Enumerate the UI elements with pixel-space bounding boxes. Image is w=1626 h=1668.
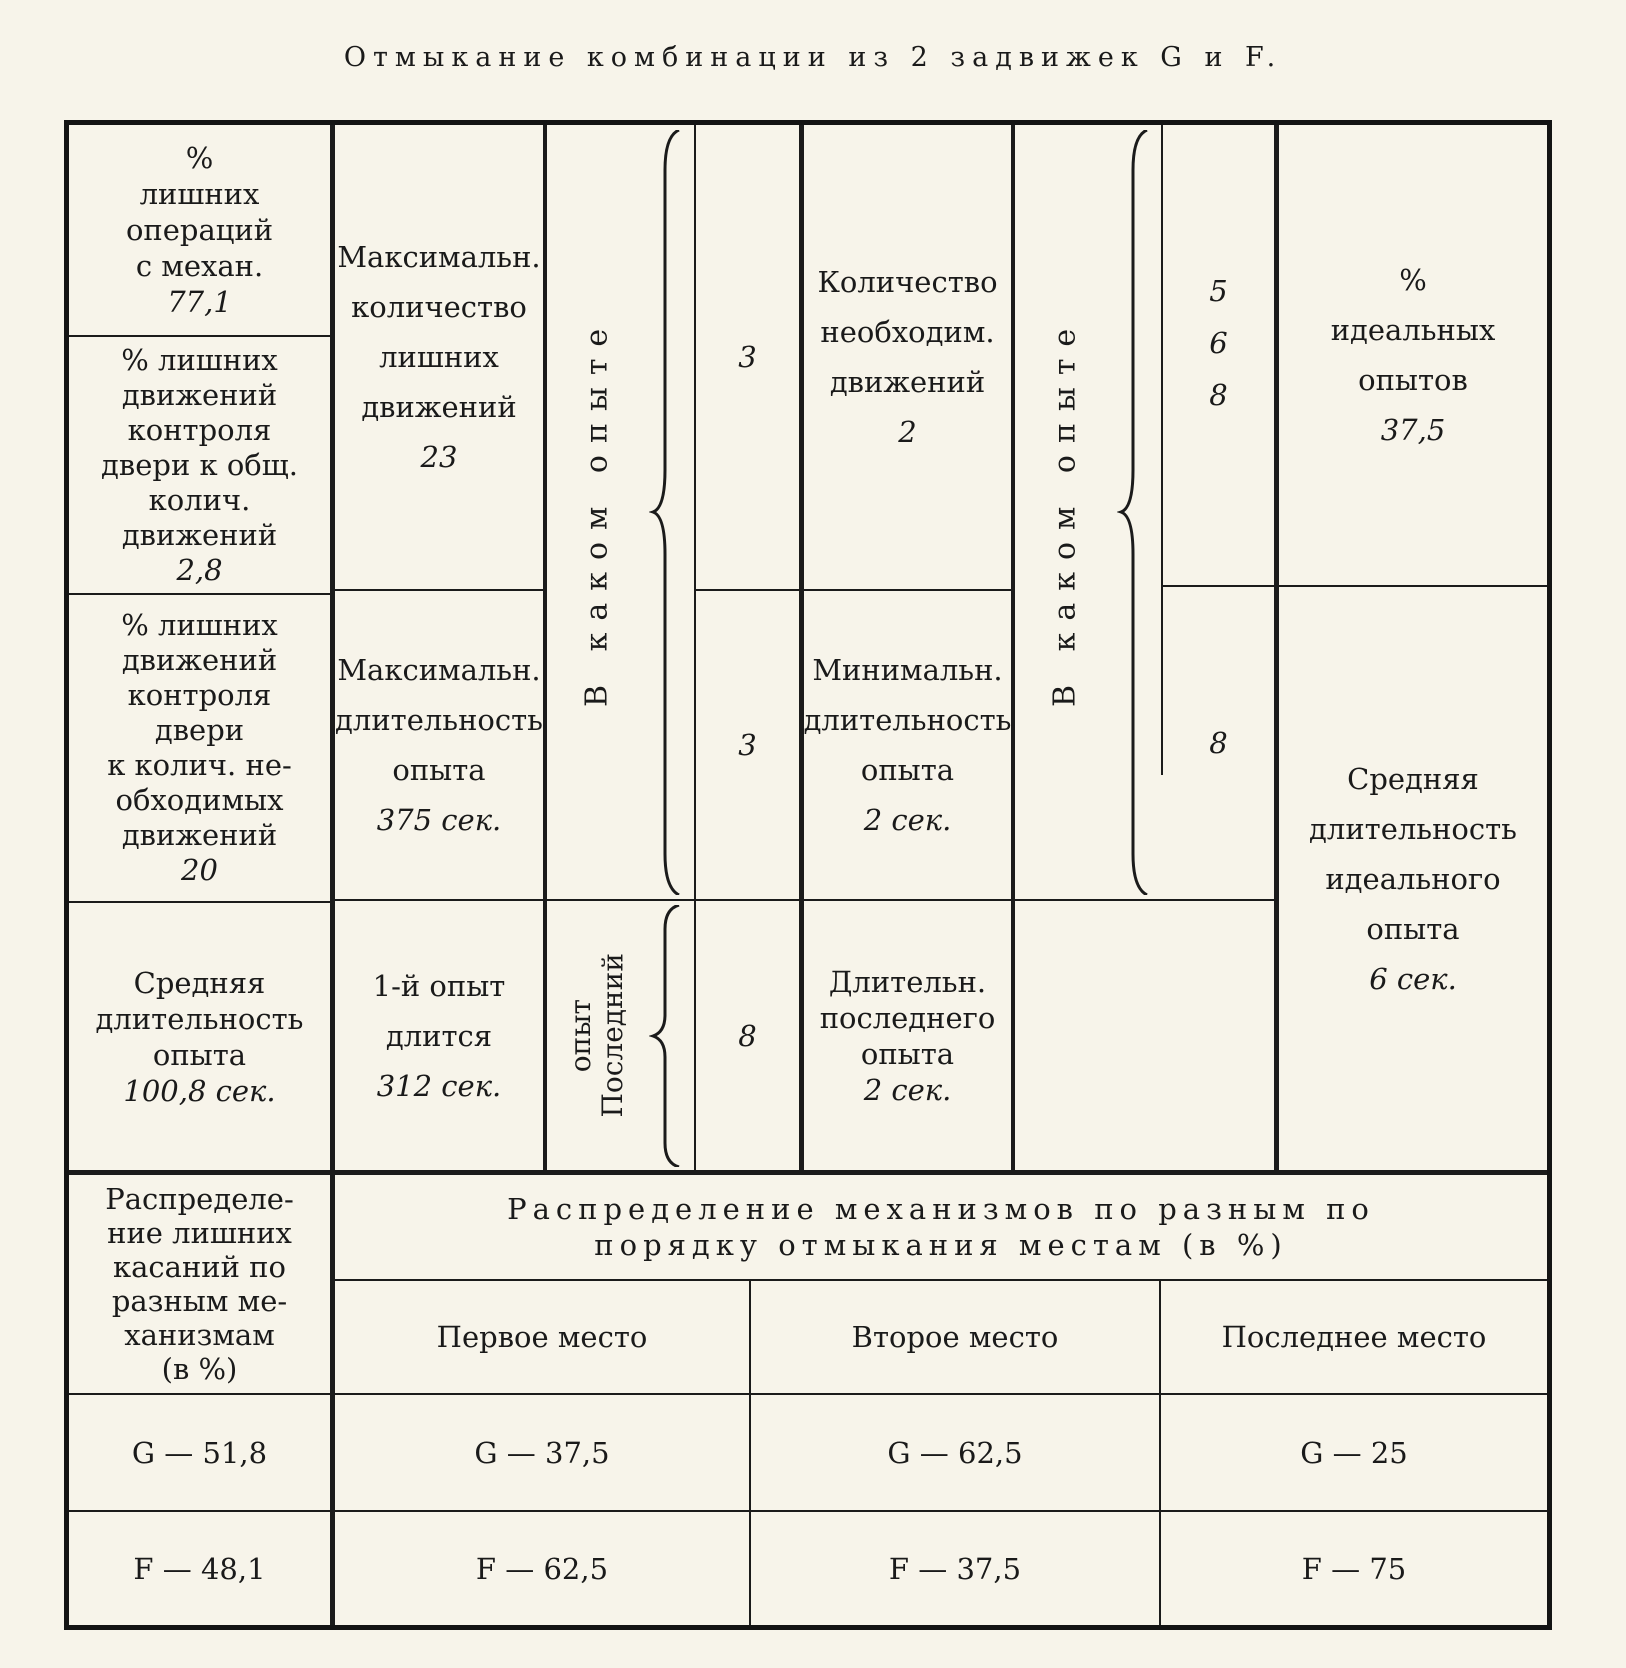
value-trial-max-moves: 3: [738, 340, 757, 374]
cell-door-control-total: % лишних движений контроля двери к общ. колич. движений 2,8: [101, 342, 298, 587]
table-row-f-col-1: F — 48,1: [133, 1551, 266, 1586]
table-row-f-col-2: F — 62,5: [475, 1551, 609, 1586]
table-row-g-col-3: G — 62,5: [887, 1435, 1023, 1470]
cell-min-duration: Минимальн. длительность опыта 2 сек.: [803, 653, 1012, 837]
brace-icon: [649, 130, 693, 895]
cell-mean-duration: Средняя длительность опыта 100,8 сек.: [95, 965, 304, 1108]
value-trial-max-duration: 3: [738, 728, 757, 762]
table-row-g-col-4: G — 25: [1300, 1435, 1408, 1470]
cell-necessary-moves: Количество необходим. движений 2: [817, 265, 998, 449]
data-table: [64, 120, 1552, 1630]
table-row-g-col-2: G — 37,5: [474, 1435, 610, 1470]
cell-excess-operations: % лишних операций с механ. 77,1: [125, 141, 274, 319]
label-in-which-trial-2: В каком опыте: [1047, 316, 1083, 708]
divider: [1015, 899, 1274, 901]
col-header-first-place: Первое место: [436, 1320, 648, 1354]
cell-order-distribution-header: Распределение механизмов по разным по порядку отмыкания местам (в %): [507, 1192, 1375, 1262]
cell-touch-distribution-header: Распределе- ние лишних касаний по разным ме- ханизмам (в %): [105, 1182, 294, 1386]
value-last-trial: 8: [738, 1018, 757, 1053]
cell-door-control-necessary: % лишних движений контроля двери к колич. не- обходимых движений 20: [107, 608, 292, 887]
value-trials-necessary: 5 6 8: [1209, 274, 1228, 412]
col-header-last-place: Последнее место: [1221, 1320, 1487, 1354]
cell-ideal-trials: % идеальных опытов 37,5: [1330, 263, 1496, 447]
col-header-second-place: Второе место: [851, 1320, 1059, 1354]
brace-icon: [1117, 130, 1161, 895]
label-in-which-trial: В каком опыте: [579, 316, 615, 708]
page-title: Отмыкание комбинации из 2 задвижек G и F.: [343, 42, 1283, 73]
cell-ideal-mean-duration: Средняя длительность идеального опыта 6 сек.: [1309, 761, 1517, 996]
cell-first-trial: 1-й опыт длится 312 сек.: [372, 968, 506, 1103]
table-row-f-col-4: F — 75: [1301, 1551, 1407, 1586]
value-trial-min-duration: 8: [1209, 726, 1228, 760]
table-row-g-col-1: G — 51,8: [131, 1435, 268, 1470]
table-row-f-col-3: F — 37,5: [888, 1551, 1022, 1586]
cell-max-excess-moves: Максимальн. количество лишних движений 23: [337, 240, 541, 474]
brace-icon: [649, 905, 693, 1167]
label-last-trial: Последний опыт: [564, 953, 629, 1118]
cell-max-duration: Максимальн. длительность опыта 375 сек.: [335, 653, 543, 837]
cell-last-duration: Длительн. последнего опыта 2 сек.: [819, 964, 996, 1107]
